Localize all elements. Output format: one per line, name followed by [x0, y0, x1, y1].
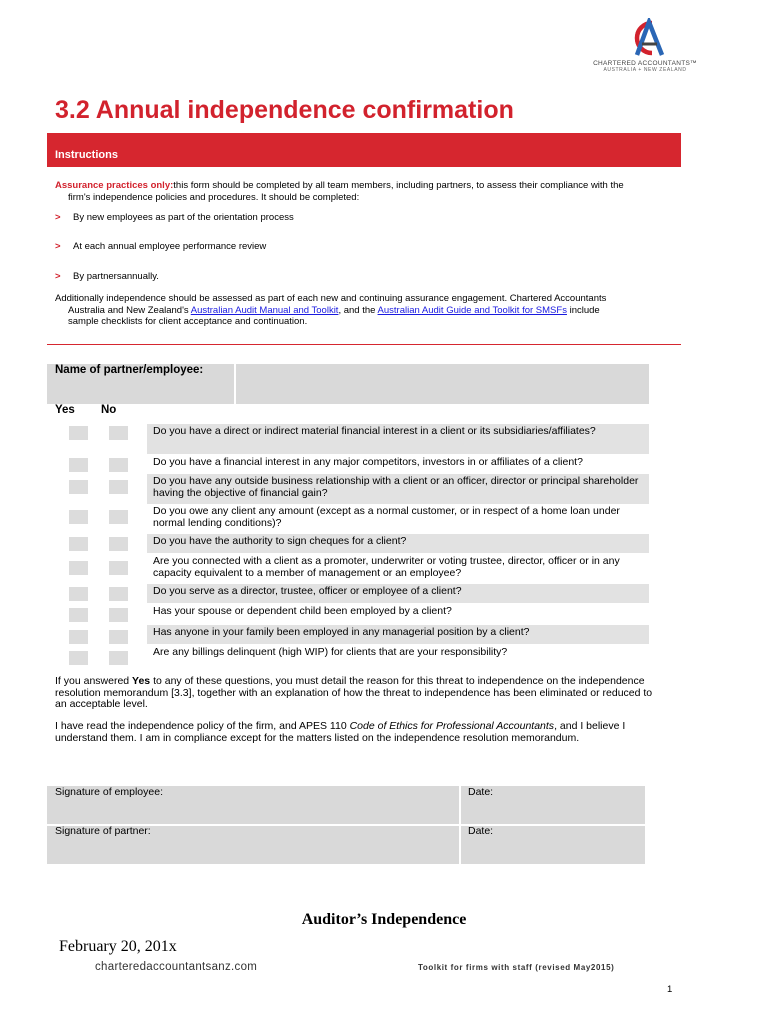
employee-signature-label: Signature of employee:	[55, 786, 163, 798]
yes-checkbox[interactable]	[69, 561, 88, 575]
no-column-header: No	[101, 404, 117, 416]
footer-website: charteredaccountantsanz.com	[95, 961, 258, 973]
footer-toolkit-note: Toolkit for firms with staff (revised May2015)	[418, 963, 615, 972]
intro-text-1: this form should be completed by all team members, including partners, to assess their compliance with the	[173, 180, 624, 191]
page-title: 3.2 Annual independence confirmation	[55, 96, 514, 124]
smsf-guide-link[interactable]: Australian Audit Guide and Toolkit for SMSFs	[377, 304, 567, 316]
logo-wordmark: CHARTERED ACCOUNTANTS™	[593, 60, 697, 67]
question-row: Do you have any outside business relationship with a client or an officer, director or principal shareholder having the objective of financial gain?	[147, 474, 649, 504]
bullet-text: By partnersannually.	[73, 271, 159, 282]
answered-bold: Yes	[132, 675, 151, 687]
intro-lead: Assurance practices only:	[55, 180, 174, 191]
no-checkbox[interactable]	[109, 651, 128, 665]
yes-checkbox[interactable]	[69, 510, 88, 524]
ca-logo-icon	[622, 18, 668, 58]
additional-text-3: sample checklists for client acceptance and continuation.	[68, 316, 308, 327]
no-checkbox[interactable]	[109, 587, 128, 601]
footer-title: Auditor’s Independence	[301, 911, 467, 928]
signature-table	[47, 786, 645, 864]
no-checkbox[interactable]	[109, 458, 128, 472]
question-row: Do you owe any client any amount (except as a normal customer, or in respect of a home loan under normal lending conditions)?	[153, 505, 620, 529]
additional-text-1: Additionally independence should be assessed as part of each new and continuing assurance engagement. Chartered Accountants	[55, 293, 607, 304]
additional-text-2c: include	[566, 304, 600, 316]
ca-anz-logo	[590, 18, 700, 90]
bullet-item	[55, 271, 159, 282]
bullet-item	[55, 212, 294, 223]
no-checkbox[interactable]	[109, 510, 128, 524]
employee-date-label: Date:	[468, 786, 494, 798]
no-checkbox[interactable]	[109, 561, 128, 575]
yes-checkbox[interactable]	[69, 651, 88, 665]
answered-pre: If you answered	[55, 675, 133, 687]
question-row: Are you connected with a client as a promoter, underwriter or voting trustee, director, officer or in any capacity equivalent to a member of management or an employee?	[153, 555, 620, 579]
readpara-pre: I have read the independence policy of the firm, and APES 110	[55, 720, 350, 732]
code-of-ethics-title: Code of Ethics for Professional Accountants	[349, 720, 555, 732]
bullet-arrow-icon: >	[55, 271, 61, 282]
yes-answer-instructions	[55, 676, 665, 711]
question-row: Do you have the authority to sign cheques for a client?	[147, 534, 649, 553]
additional-text-2b: , and the	[338, 304, 378, 316]
question-row: Are any billings delinquent (high WIP) for clients that are your responsibility?	[153, 646, 508, 658]
logo-region: AUSTRALIA + NEW ZEALAND	[603, 67, 687, 73]
no-checkbox[interactable]	[109, 608, 128, 622]
question-row: Do you have a financial interest in any major competitors, investors in or affiliates of a client?	[153, 456, 583, 468]
bullet-arrow-icon: >	[55, 241, 61, 252]
question-row: Do you serve as a director, trustee, officer or employee of a client?	[147, 584, 649, 603]
question-row: Has anyone in your family been employed in any managerial position by a client?	[147, 625, 649, 644]
question-row: Do you have a direct or indirect material financial interest in a client or its subsidiaries/affiliates?	[147, 424, 649, 454]
instructions-label: Instructions	[55, 149, 118, 161]
question-row: Has your spouse or dependent child been employed by a client?	[153, 605, 452, 617]
no-checkbox[interactable]	[109, 480, 128, 494]
bullet-text: By new employees as part of the orientation process	[73, 212, 294, 223]
yes-checkbox[interactable]	[69, 480, 88, 494]
yes-checkbox[interactable]	[69, 537, 88, 551]
yes-column-header: Yes	[55, 404, 75, 416]
section-divider	[47, 344, 681, 345]
no-checkbox[interactable]	[109, 630, 128, 644]
compliance-statement	[55, 721, 665, 744]
yes-checkbox[interactable]	[69, 587, 88, 601]
yes-checkbox[interactable]	[69, 608, 88, 622]
no-checkbox[interactable]	[109, 537, 128, 551]
bullet-item	[55, 241, 266, 252]
additional-text-2a: Australia and New Zealand's	[68, 304, 191, 316]
footer-date: February 20, 201x	[59, 938, 177, 955]
yes-checkbox[interactable]	[69, 630, 88, 644]
partner-signature-label: Signature of partner:	[55, 825, 151, 837]
intro-paragraph	[55, 180, 680, 203]
intro-text-2: firm's independence policies and procedures. It should be completed:	[68, 191, 360, 203]
page-number: 1	[667, 984, 673, 995]
answered-post: to any of these questions, you must detail the reason for this threat to independence on the independence resolution memorandum [3.3], together with an explanation of how the threat to independence has been eliminated or reduced to an acceptable level.	[55, 675, 653, 710]
audit-manual-link[interactable]: Australian Audit Manual and Toolkit	[190, 304, 339, 316]
readpara-post: , and I believe I understand them. I am in compliance except for the matters listed on the independence resolution memorandum.	[55, 720, 626, 744]
additional-paragraph	[55, 293, 680, 328]
bullet-arrow-icon: >	[55, 212, 61, 223]
yes-checkbox[interactable]	[69, 458, 88, 472]
yes-checkbox[interactable]	[69, 426, 88, 440]
name-label: Name of partner/employee:	[55, 364, 204, 376]
name-input[interactable]	[236, 364, 649, 404]
no-checkbox[interactable]	[109, 426, 128, 440]
partner-date-label: Date:	[468, 825, 494, 837]
bullet-text: At each annual employee performance review	[73, 241, 267, 252]
instructions-header	[47, 133, 681, 167]
